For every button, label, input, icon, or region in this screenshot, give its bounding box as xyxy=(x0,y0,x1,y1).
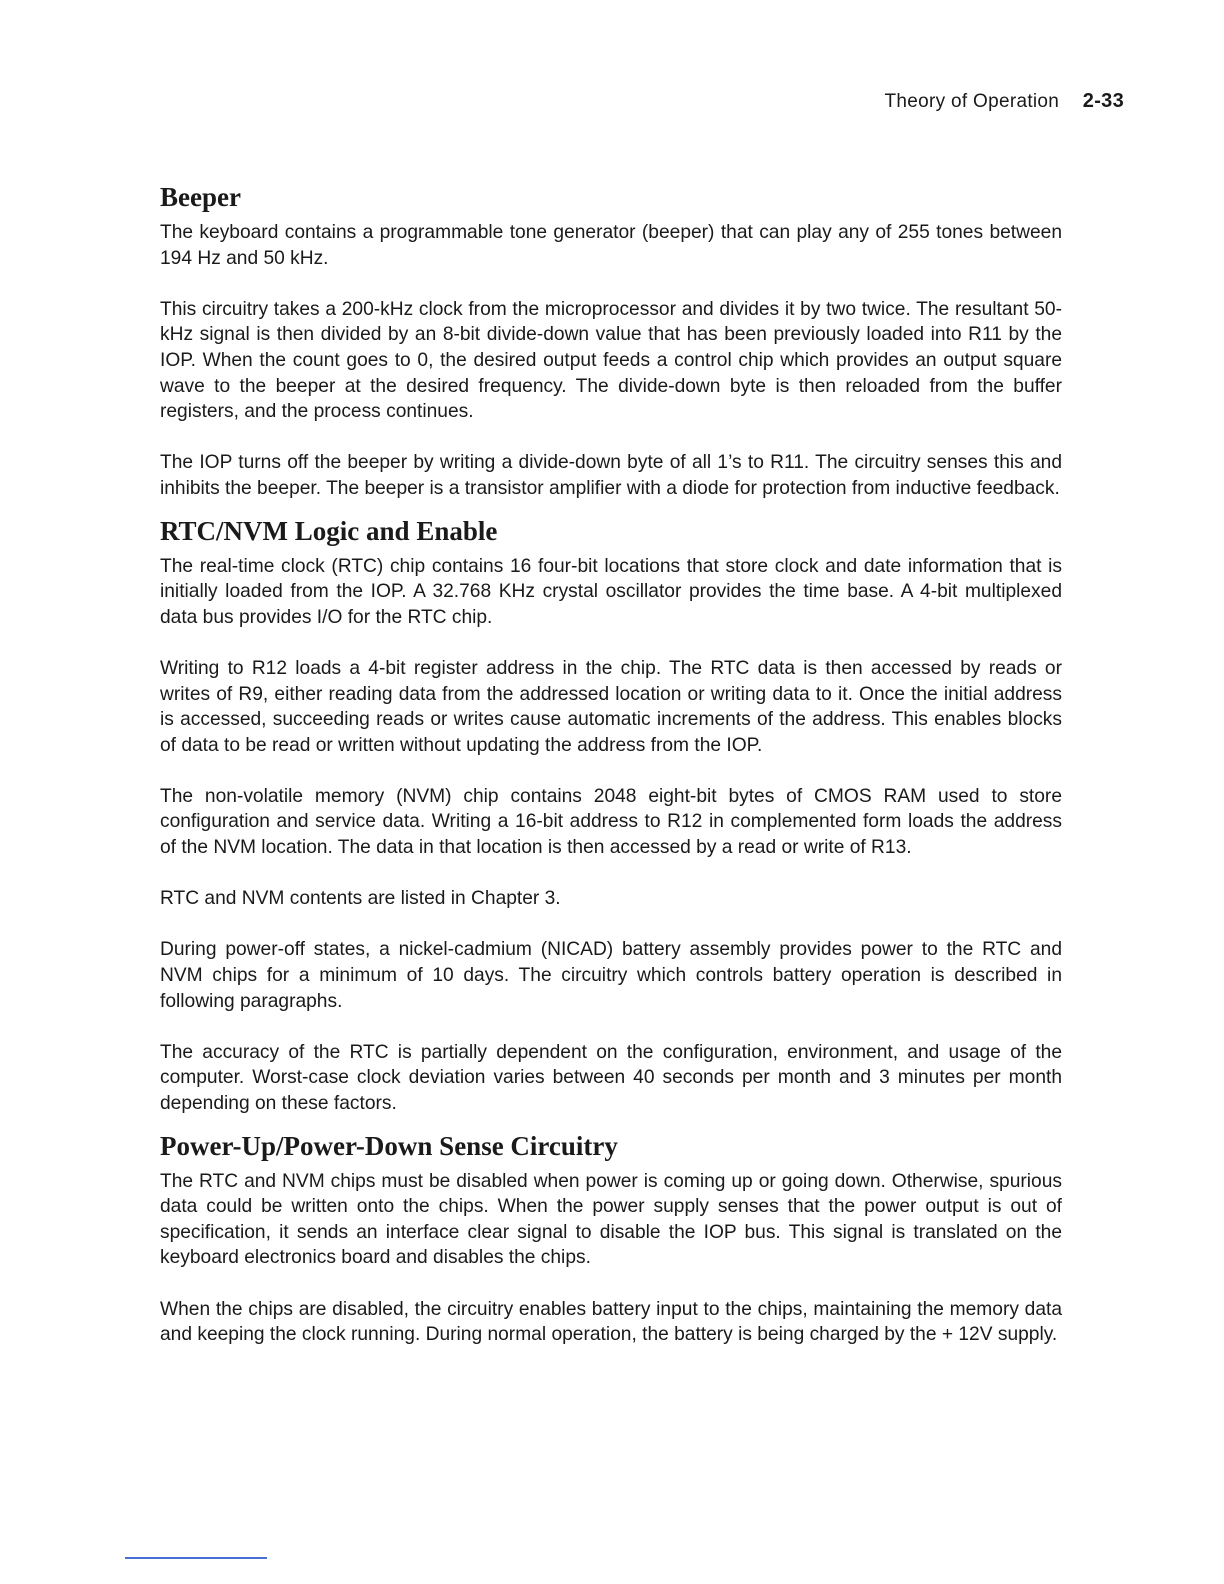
running-header xyxy=(884,90,1124,113)
section-power-sense xyxy=(160,1129,1062,1348)
paragraph: When the chips are disabled, the circuitry enables battery input to the chips, maintaining the memory data and keeping the clock running. During normal operation, the battery is being charged by the + 12V supply. xyxy=(160,1298,1062,1346)
paragraph: The keyboard contains a programmable tone generator (beeper) that can play any of 255 tones between 194 Hz and 50 kHz. xyxy=(160,222,1062,269)
section-heading-rtc-nvm: RTC/NVM Logic and Enable xyxy=(160,515,498,546)
paragraph: The accuracy of the RTC is partially dependent on the configuration, environment, and usage of the computer. Worst-case clock deviation varies between 40 seconds per month and 3 minutes per month depending on these factors. xyxy=(160,1041,1062,1114)
paragraph: RTC and NVM contents are listed in Chapter 3. xyxy=(160,888,561,910)
paragraph: The non-volatile memory (NVM) chip contains 2048 eight-bit bytes of CMOS RAM used to store configuration and service data. Writing a 16-bit address to R12 in complemented form loads the address of the NVM location. The data in that location is then accessed by a read or write of R13. xyxy=(160,785,1062,859)
paragraph: The IOP turns off the beeper by writing a divide-down byte of all 1’s to R11. The circuitry senses this and inhibits the beeper. The beeper is a transistor amplifier with a diode for protection from inductive feedback. xyxy=(160,452,1062,499)
paragraph: This circuitry takes a 200-kHz clock from the microprocessor and divides it by two twice. The resultant 50-kHz signal is then divided by an 8-bit divide-down value that has been previously loaded into R11 by the IOP. When the count goes to 0, the desired output feeds a control chip which provides an output square wave to the beeper at the desired frequency. The divide-down byte is then reloaded from the buffer registers, and the process continues. xyxy=(160,298,1062,423)
paragraph: The RTC and NVM chips must be disabled when power is coming up or going down. Otherwise, spurious data could be written onto the chips. When the power supply senses that the power output is out of specification, it sends an interface clear signal to disable the IOP bus. This signal is translated on the keyboard electronics board and disables the chips. xyxy=(160,1170,1062,1269)
paragraph: The real-time clock (RTC) chip contains 16 four-bit locations that store clock and date information that is initially loaded from the IOP. A 32.768 KHz crystal oscillator provides the time base. A 4-bit multiplexed data bus provides I/O for the RTC chip. xyxy=(160,555,1062,628)
section-beeper xyxy=(160,180,1062,502)
section-rtc-nvm xyxy=(160,514,1062,1117)
section-heading-beeper: Beeper xyxy=(160,182,241,212)
chapter-title: Theory of Operation xyxy=(884,91,1060,112)
footer-rule xyxy=(125,1557,267,1559)
paragraph: During power-off states, a nickel-cadmium (NICAD) battery assembly provides power to the RTC and NVM chips for a minimum of 10 days. The circuitry which controls battery operation is described in following paragraphs. xyxy=(160,939,1062,1012)
page-content xyxy=(160,180,1062,1373)
section-heading-power-sense: Power-Up/Power-Down Sense Circuitry xyxy=(160,1130,618,1161)
paragraph: Writing to R12 loads a 4-bit register address in the chip. The RTC data is then accessed by reads or writes of R9, either reading data from the addressed location or writing data to it. Once the initial address is accessed, succeeding reads or writes cause automatic increments of the address. This enables blocks of data to be read or written without updating the address from the IOP. xyxy=(160,657,1062,756)
page-number: 2-33 xyxy=(1082,90,1124,112)
